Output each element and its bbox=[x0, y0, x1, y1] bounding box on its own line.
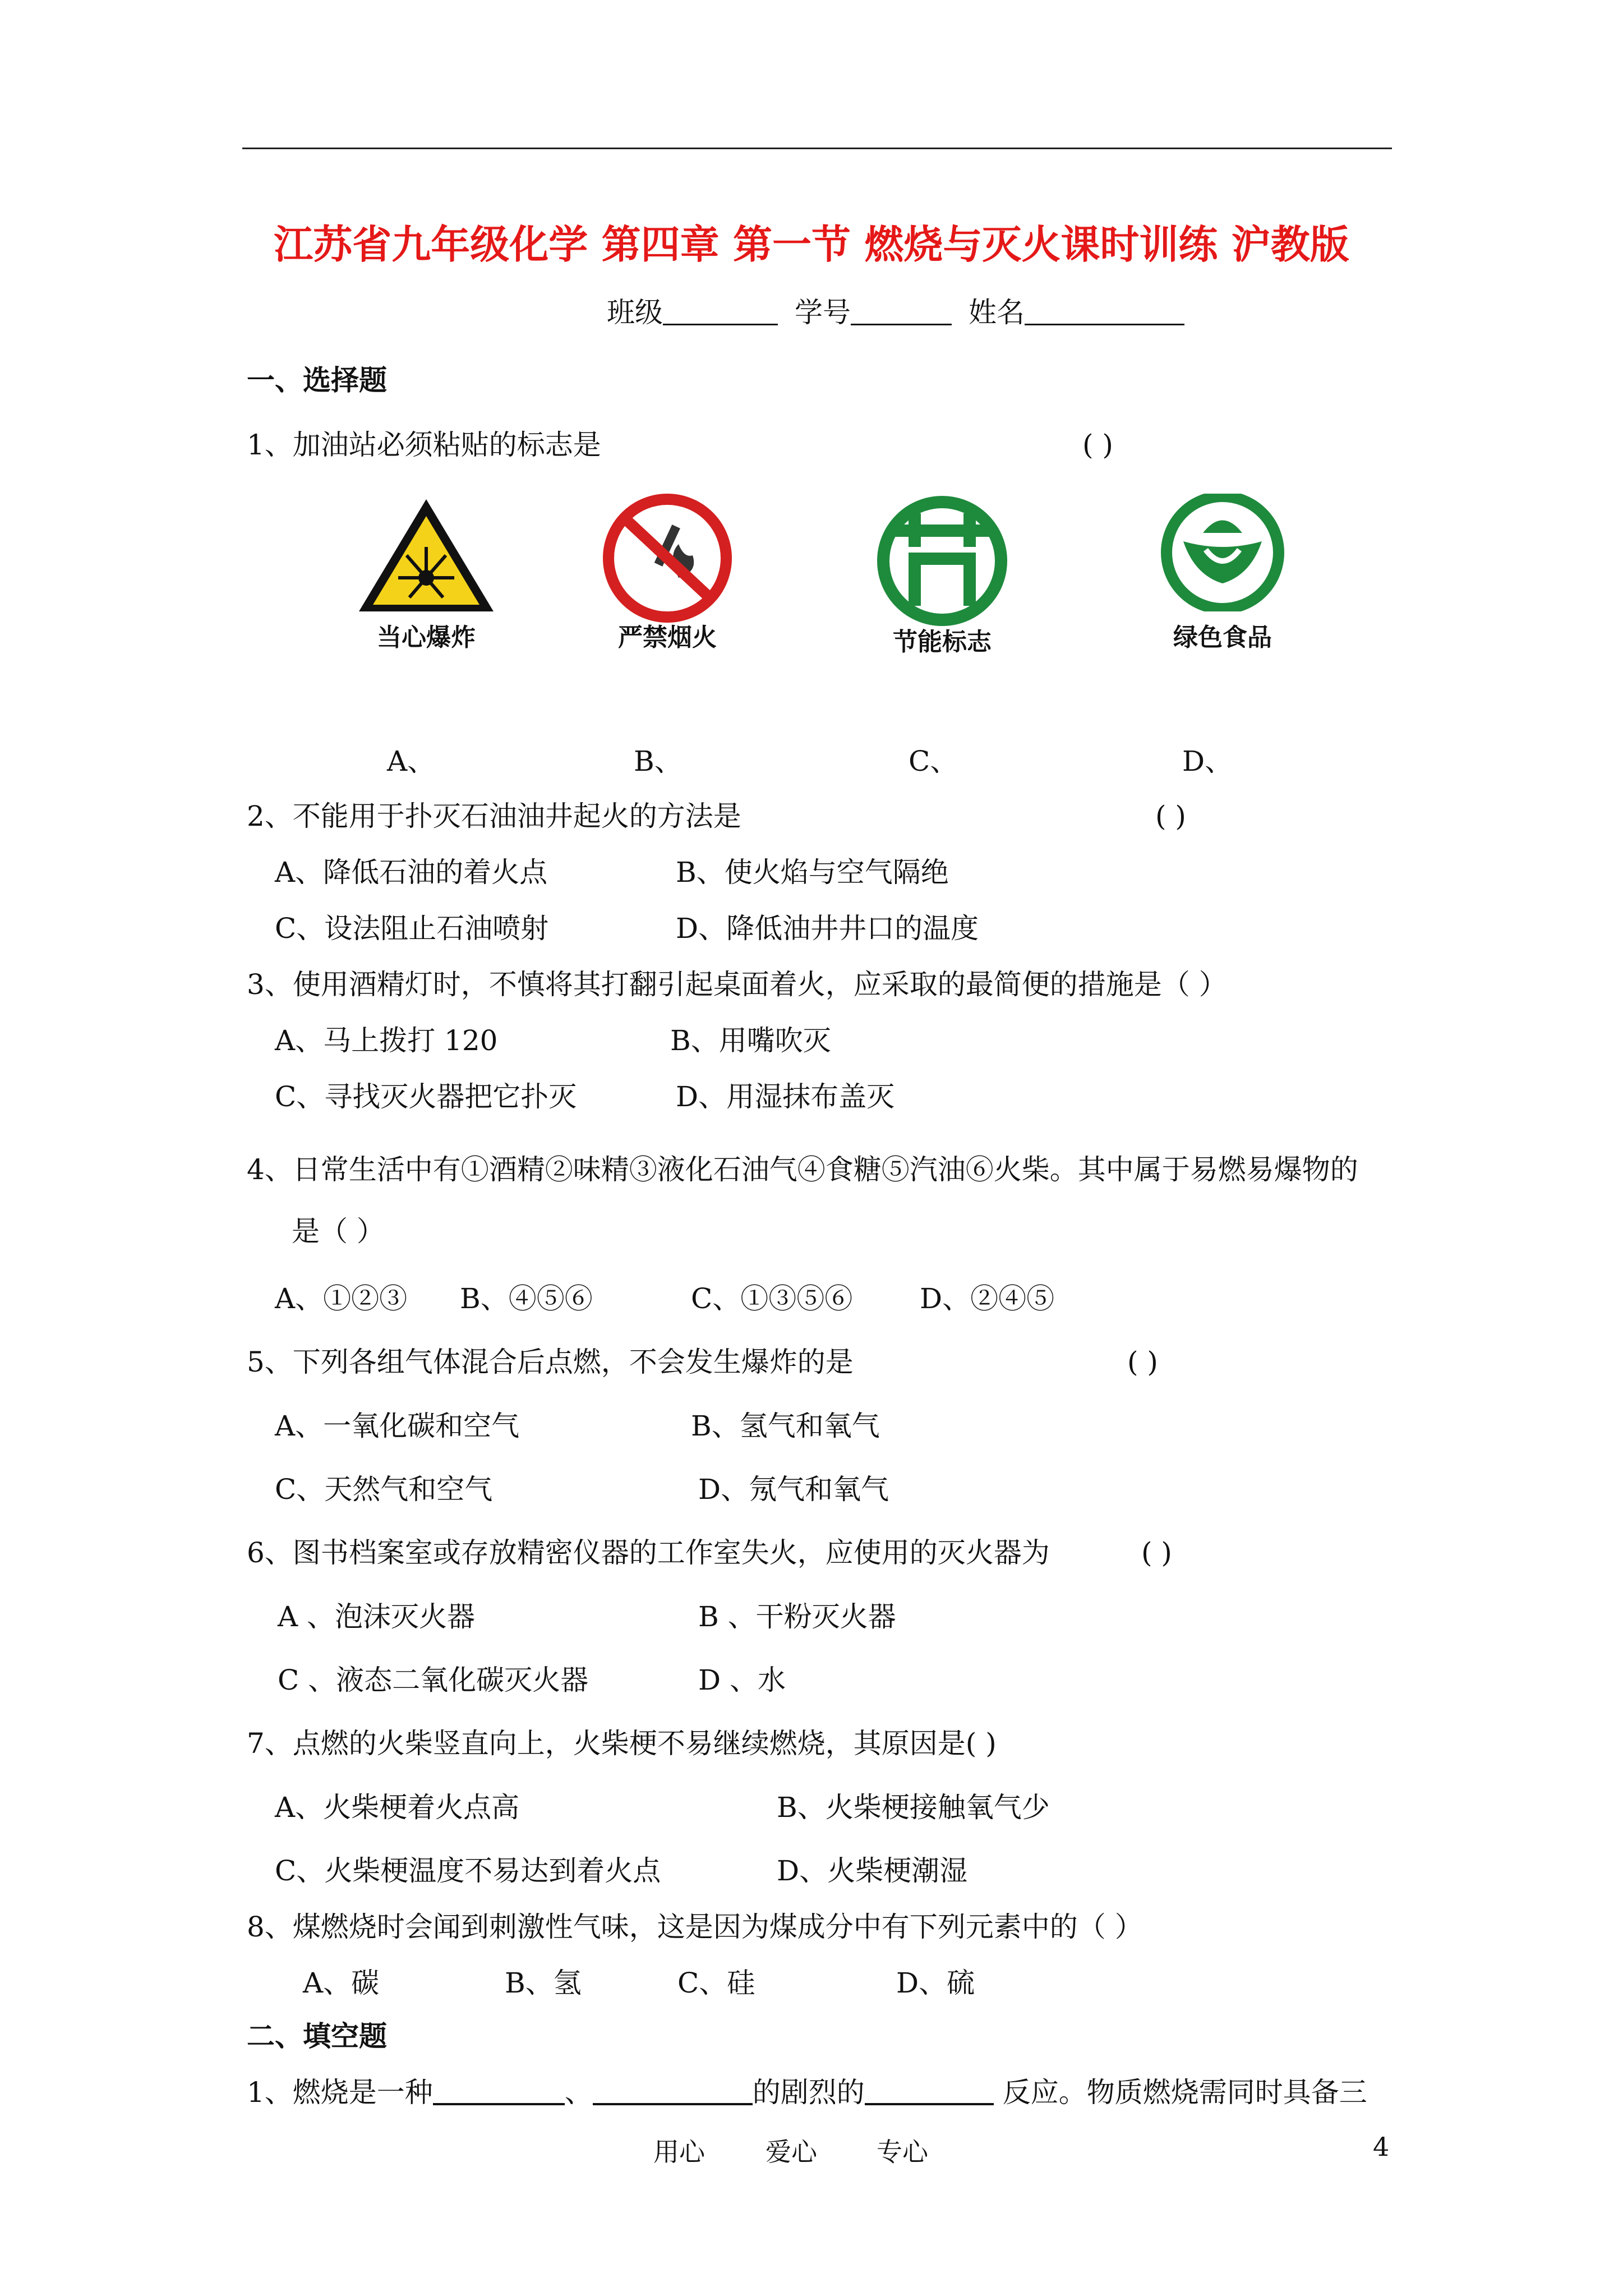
question-7-option-b: B、火柴梗接触氧气少 bbox=[777, 1791, 1050, 1824]
question-3-option-c: C、寻找灭火器把它扑灭 bbox=[275, 1080, 577, 1113]
question-5-stem: 5、下列各组气体混合后点燃，不会发生爆炸的是 bbox=[247, 1346, 854, 1378]
question-7-stem: 7、点燃的火柴竖直向上，火柴梗不易继续燃烧，其原因是( ) bbox=[247, 1727, 997, 1760]
fill-question-1-text-b: 的剧烈的 bbox=[752, 2076, 865, 2109]
question-1-stem: 1、加油站必须粘贴的标志是 bbox=[247, 429, 601, 461]
class-label: 班级 bbox=[607, 296, 663, 329]
question-5-option-c: C、天然气和空气 bbox=[275, 1473, 493, 1506]
question-4-option-d: D、②④⑤ bbox=[920, 1282, 1055, 1315]
question-3-stem: 3、使用酒精灯时，不慎将其打翻引起桌面着火，应采取的最简便的措施是（ ） bbox=[247, 968, 1227, 1001]
question-6-option-b: B 、干粉灭火器 bbox=[698, 1600, 896, 1633]
number-label: 学号 bbox=[795, 296, 851, 329]
question-6-stem: 6、图书档案室或存放精密仪器的工作室失火，应使用的灭火器为 bbox=[247, 1536, 1050, 1569]
question-1-option-d: D、 bbox=[1182, 745, 1233, 777]
question-2-paren: ( ) bbox=[1155, 800, 1186, 832]
fill-question-1-text-c: 反应。物质燃烧需同时具备三 bbox=[993, 2076, 1367, 2109]
question-5-paren: ( ) bbox=[1127, 1346, 1158, 1378]
question-2-option-b: B、使火焰与空气隔绝 bbox=[676, 856, 949, 889]
section-heading-fill-in: 二、填空题 bbox=[247, 2020, 387, 2053]
energy-saving-icon bbox=[869, 494, 1015, 639]
question-4-option-b: B、④⑤⑥ bbox=[460, 1282, 593, 1315]
section-heading-choice: 一、选择题 bbox=[247, 364, 387, 397]
question-6-option-a: A 、泡沫灭火器 bbox=[278, 1600, 476, 1633]
question-6-paren: ( ) bbox=[1141, 1536, 1172, 1569]
question-1-option-a: A、 bbox=[387, 745, 436, 777]
name-blank bbox=[1025, 297, 1184, 325]
question-7-option-c: C、火柴梗温度不易达到着火点 bbox=[275, 1855, 661, 1887]
question-1-paren: ( ) bbox=[1082, 429, 1113, 461]
question-1-option-c: C、 bbox=[909, 745, 958, 777]
fill-blank-3 bbox=[865, 2076, 994, 2105]
footer-item-3: 专心 bbox=[877, 2137, 928, 2167]
question-2-option-c: C、设法阻止石油喷射 bbox=[275, 912, 549, 945]
question-2-option-a: A、降低石油的着火点 bbox=[275, 856, 548, 889]
fill-question-1-text-a: 1、燃烧是一种 bbox=[247, 2076, 433, 2109]
question-5-option-d: D、氖气和氧气 bbox=[698, 1473, 889, 1506]
question-6-option-c: C 、液态二氧化碳灭火器 bbox=[278, 1664, 589, 1696]
question-3-option-b: B、用嘴吹灭 bbox=[670, 1024, 831, 1057]
student-info-line bbox=[607, 296, 1184, 329]
fill-blank-1 bbox=[433, 2076, 565, 2105]
question-2-stem: 2、不能用于扑灭石油油井起火的方法是 bbox=[247, 800, 741, 832]
question-3-option-d: D、用湿抹布盖灭 bbox=[676, 1080, 895, 1113]
question-4-stem: 4、日常生活中有①酒精②味精③液化石油气④食糖⑤汽油⑥火柴。其中属于易燃易爆物的 bbox=[247, 1153, 1358, 1186]
question-3-option-a: A、马上拨打 120 bbox=[275, 1024, 498, 1057]
sign-caption-d: 绿色食品 bbox=[1173, 623, 1272, 652]
footer-item-1: 用心 bbox=[653, 2137, 705, 2167]
question-8-option-a: A、碳 bbox=[303, 1967, 380, 1999]
question-8-option-c: C、硅 bbox=[677, 1967, 755, 1999]
question-4-option-a: A、①②③ bbox=[275, 1282, 408, 1315]
page-number: 4 bbox=[1373, 2132, 1390, 2162]
question-2-option-d: D、降低油井井口的温度 bbox=[676, 912, 979, 945]
number-blank bbox=[851, 297, 952, 325]
question-1-option-b: B、 bbox=[634, 745, 683, 777]
question-7-option-d: D、火柴梗潮湿 bbox=[777, 1855, 968, 1887]
sign-caption-a: 当心爆炸 bbox=[377, 623, 476, 652]
question-7-option-a: A、火柴梗着火点高 bbox=[275, 1791, 520, 1824]
class-blank bbox=[663, 297, 778, 325]
question-4-option-c: C、①③⑤⑥ bbox=[691, 1282, 853, 1315]
question-8-stem: 8、煤燃烧时会闻到刺激性气味，这是因为煤成分中有下列元素中的（ ） bbox=[247, 1911, 1143, 1943]
question-8-option-d: D、硫 bbox=[896, 1967, 975, 1999]
fill-blank-2 bbox=[593, 2076, 753, 2105]
question-5-option-b: B、氢气和氧气 bbox=[691, 1410, 880, 1442]
fill-question-1-sep: 、 bbox=[564, 2076, 593, 2109]
question-5-option-a: A、一氧化碳和空气 bbox=[275, 1410, 520, 1442]
sign-caption-b: 严禁烟火 bbox=[618, 623, 717, 652]
sign-caption-c: 节能标志 bbox=[893, 628, 992, 656]
question-6-option-d: D 、水 bbox=[698, 1664, 786, 1696]
question-8-option-b: B、氢 bbox=[505, 1967, 582, 1999]
footer-item-2: 爱心 bbox=[766, 2137, 817, 2167]
fill-question-1 bbox=[247, 2076, 1367, 2109]
header-rule bbox=[242, 148, 1392, 149]
name-label: 姓名 bbox=[969, 296, 1025, 329]
page-title: 江苏省九年级化学 第四章 第一节 燃烧与灭火课时训练 沪教版 bbox=[274, 222, 1349, 268]
question-4-stem-continued: 是（ ） bbox=[292, 1215, 385, 1248]
